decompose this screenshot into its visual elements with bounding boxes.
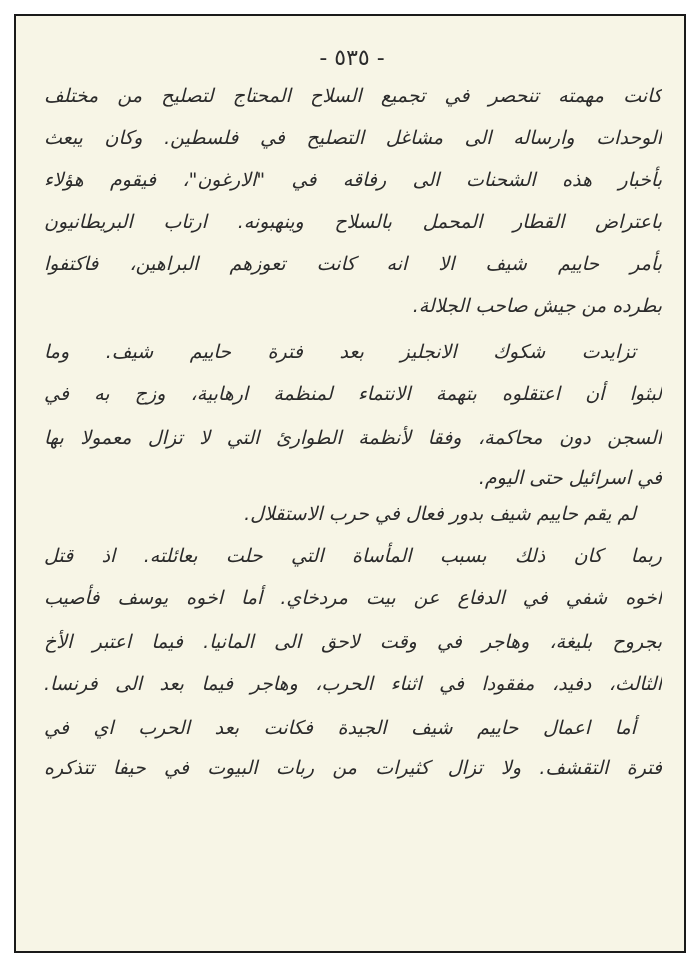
text-line: بجروح بليغة، وهاجر في وقت لاحق الى المانيا. فيما اعتبر الأخ (44, 631, 662, 653)
text-line: باعتراض القطار المحمل بالسلاح وينهبونه. ارتاب البريطانيون (44, 211, 662, 233)
text-line: اخوه شفي في الدفاع عن بيت مردخاي. أما اخوه يوسف فأصيب (44, 587, 662, 609)
text-line: لبثوا أن اعتقلوه بتهمة الانتماء لمنظمة ارهابية، وزج به في (44, 383, 662, 405)
text-line: لم يقم حاييم شيف بدور فعال في حرب الاستقلال. (244, 503, 636, 525)
text-line: بأخبار هذه الشحنات الى رفاقه في "الارغون"، فيقوم هؤلاء (44, 169, 662, 191)
text-line: الوحدات وارساله الى مشاغل التصليح في فلسطين. وكان يبعث (44, 127, 662, 149)
text-line: بطرده من جيش صاحب الجلالة. (412, 295, 662, 317)
text-line: في اسرائيل حتى اليوم. (478, 467, 662, 489)
text-line: بأمر حاييم شيف الا انه كانت تعوزهم البراهين، فاكتفوا (44, 253, 662, 275)
text-line: السجن دون محاكمة، وفقا لأنظمة الطوارئ التي لا تزال معمولا بها (44, 427, 662, 449)
text-line: فترة التقشف. ولا تزال كثيرات من ربات البيوت في حيفا تتذكره (44, 757, 662, 779)
text-line: ربما كان ذلك بسبب المأساة التي حلت بعائلته. اذ قتل (44, 545, 662, 567)
text-line: أما اعمال حاييم شيف الجيدة فكانت بعد الحرب اي في (44, 717, 636, 739)
page-number: - ٥٣٥ - (319, 46, 385, 71)
text-line: كانت مهمته تنحصر في تجميع السلاح المحتاج لتصليح من مختلف (44, 85, 662, 107)
text-line: تزايدت شكوك الانجليز بعد فترة حاييم شيف. وما (44, 341, 636, 363)
text-line: الثالث، دفيد، مفقودا في اثناء الحرب، وهاجر فيما بعد الى فرنسا. (44, 673, 662, 695)
manuscript-page (14, 14, 686, 953)
